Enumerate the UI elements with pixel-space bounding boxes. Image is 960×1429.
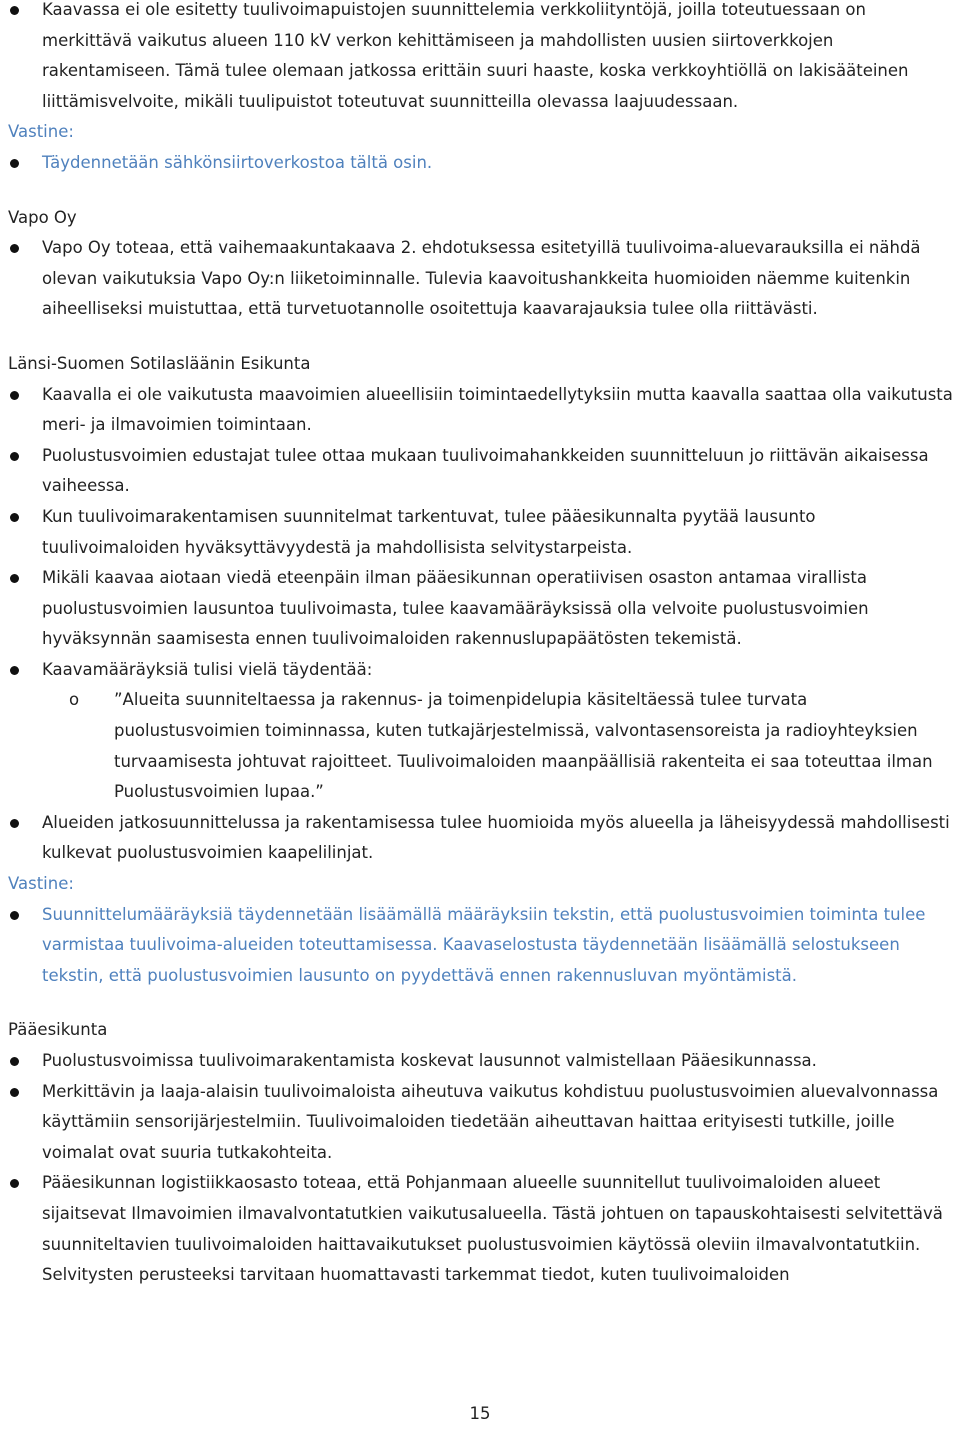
list-item: Puolustusvoimien edustajat tulee ottaa mukaan tuulivoimahankkeiden suunnitteluun jo riittävän aikaisessa vaiheessa. <box>8 441 956 502</box>
sub-bullet-marker: o <box>69 690 80 710</box>
list-item: Kun tuulivoimarakentamisen suunnitelmat tarkentuvat, tulee pääesikunnalta pyytää lausunto tuulivoimaloiden hyväksyttävyydestä ja mahdollisista selvitystarpeista. <box>8 502 956 563</box>
sub-list-text: ”Alueita suunniteltaessa ja rakennus- ja toimenpidelupia käsiteltäessä tulee turvata puolustusvoimien toiminnassa, kuten tutkajärjestelmissä, valvontasensoreista ja radioyhteyksien turvaamisesta johtuvat rajoitteet. Tuulivoimaloiden maanpäällisiä rakenteita ei saa toteuttaa ilman Puolustusvoimien lupaa.” <box>114 690 933 802</box>
vastine-bullet: Täydennetään sähkönsiirtoverkostoa tältä osin. <box>8 148 956 179</box>
document-page <box>8 0 956 1291</box>
section-heading-paaesikunta: Pääesikunta <box>8 1020 108 1040</box>
sub-list-item <box>8 685 956 807</box>
intro-bullet: Kaavassa ei ole esitetty tuulivoimapuistojen suunnittelemia verkkoliityntöjä, joilla toteutuessaan on merkittävä vaikutus alueen 110 kV verkon kehittämiseen ja mahdollisten uusien siirtoverkkojen rakentamiseen. Tämä tulee olemaan jatkossa erittäin suuri haaste, koska verkkoyhtiöllä on lakisääteinen liittämisvelvoite, mikäli tuulipuistot toteutuvat suunnitteilla olevassa laajuudessaan. <box>8 0 956 117</box>
list-item: Pääesikunnan logistiikkaosasto toteaa, että Pohjanmaan alueelle suunnitellut tuulivoimaloiden alueet sijaitsevat Ilmavoimien ilmavalvontatutkien vaikutusalueella. Tästä johtuen on tapauskohtaisesti selvitettävä suunniteltavien tuulivoimaloiden haittavaikutukset puolustusvoimien käytössä oleviin ilmavalvontatutkiin. Selvitysten perusteeksi tarvitaan huomattavasti tarkemmat tiedot, kuten tuulivoimaloiden <box>8 1168 956 1290</box>
list-item: Kaavalla ei ole vaikutusta maavoimien alueellisiin toimintaedellytyksiin mutta kaavalla saattaa olla vaikutusta meri- ja ilmavoimien toimintaan. <box>8 380 956 441</box>
vastine-bullet: Suunnittelumääräyksiä täydennetään lisäämällä määräyksiin tekstin, että puolustusvoimien toiminta tulee varmistaa tuulivoima-alueiden toteuttamisessa. Kaavaselostusta täydennetään lisäämällä selostukseen tekstin, että puolustusvoimien lausunto on pyydettävä ennen rakennusluvan myöntämistä. <box>8 900 956 992</box>
list-item: Mikäli kaavaa aiotaan viedä eteenpäin ilman pääesikunnan operatiivisen osaston antamaa virallista puolustusvoimien lausuntoa tuulivoimasta, tulee kaavamääräyksissä olla velvoite puolustusvoimien hyväksynnän saamisesta ennen tuulivoimaloiden rakennuslupapäätösten tekemistä. <box>8 563 956 655</box>
vapo-bullet: Vapo Oy toteaa, että vaihemaakuntakaava 2. ehdotuksessa esitetyillä tuulivoima-aluevarauksilla ei nähdä olevan vaikutuksia Vapo Oy:n liiketoiminnalle. Tulevia kaavoitushankkeita huomioiden näemme kuitenkin aiheelliseksi muistuttaa, että turvetuotannolle osoitettuja kaavarajauksia tulee olla riittävästi. <box>8 233 956 325</box>
vastine-label: Vastine: <box>8 874 74 894</box>
list-item: Merkittävin ja laaja-alaisin tuulivoimaloista aiheutuva vaikutus kohdistuu puolustusvoimien aluevalvonnassa käyttämiin sensorijärjestelmiin. Tuulivoimaloiden tiedetään aiheuttavan haittaa erityisesti tutkille, joille voimalat ovat suuria tutkakohteita. <box>8 1077 956 1169</box>
section-heading-lansi-suomen: Länsi-Suomen Sotilasläänin Esikunta <box>8 353 311 373</box>
section-heading-vapo: Vapo Oy <box>8 207 77 227</box>
page-number: 15 <box>469 1404 491 1423</box>
list-item: Puolustusvoimissa tuulivoimarakentamista koskevat lausunnot valmistellaan Pääesikunnassa. <box>8 1046 956 1077</box>
list-item: Kaavamääräyksiä tulisi vielä täydentää: <box>8 655 956 686</box>
list-item: Alueiden jatkosuunnittelussa ja rakentamisessa tulee huomioida myös alueella ja läheisyydessä mahdollisesti kulkevat puolustusvoimien kaapelilinjat. <box>8 808 956 869</box>
vastine-label: Vastine: <box>8 122 74 142</box>
